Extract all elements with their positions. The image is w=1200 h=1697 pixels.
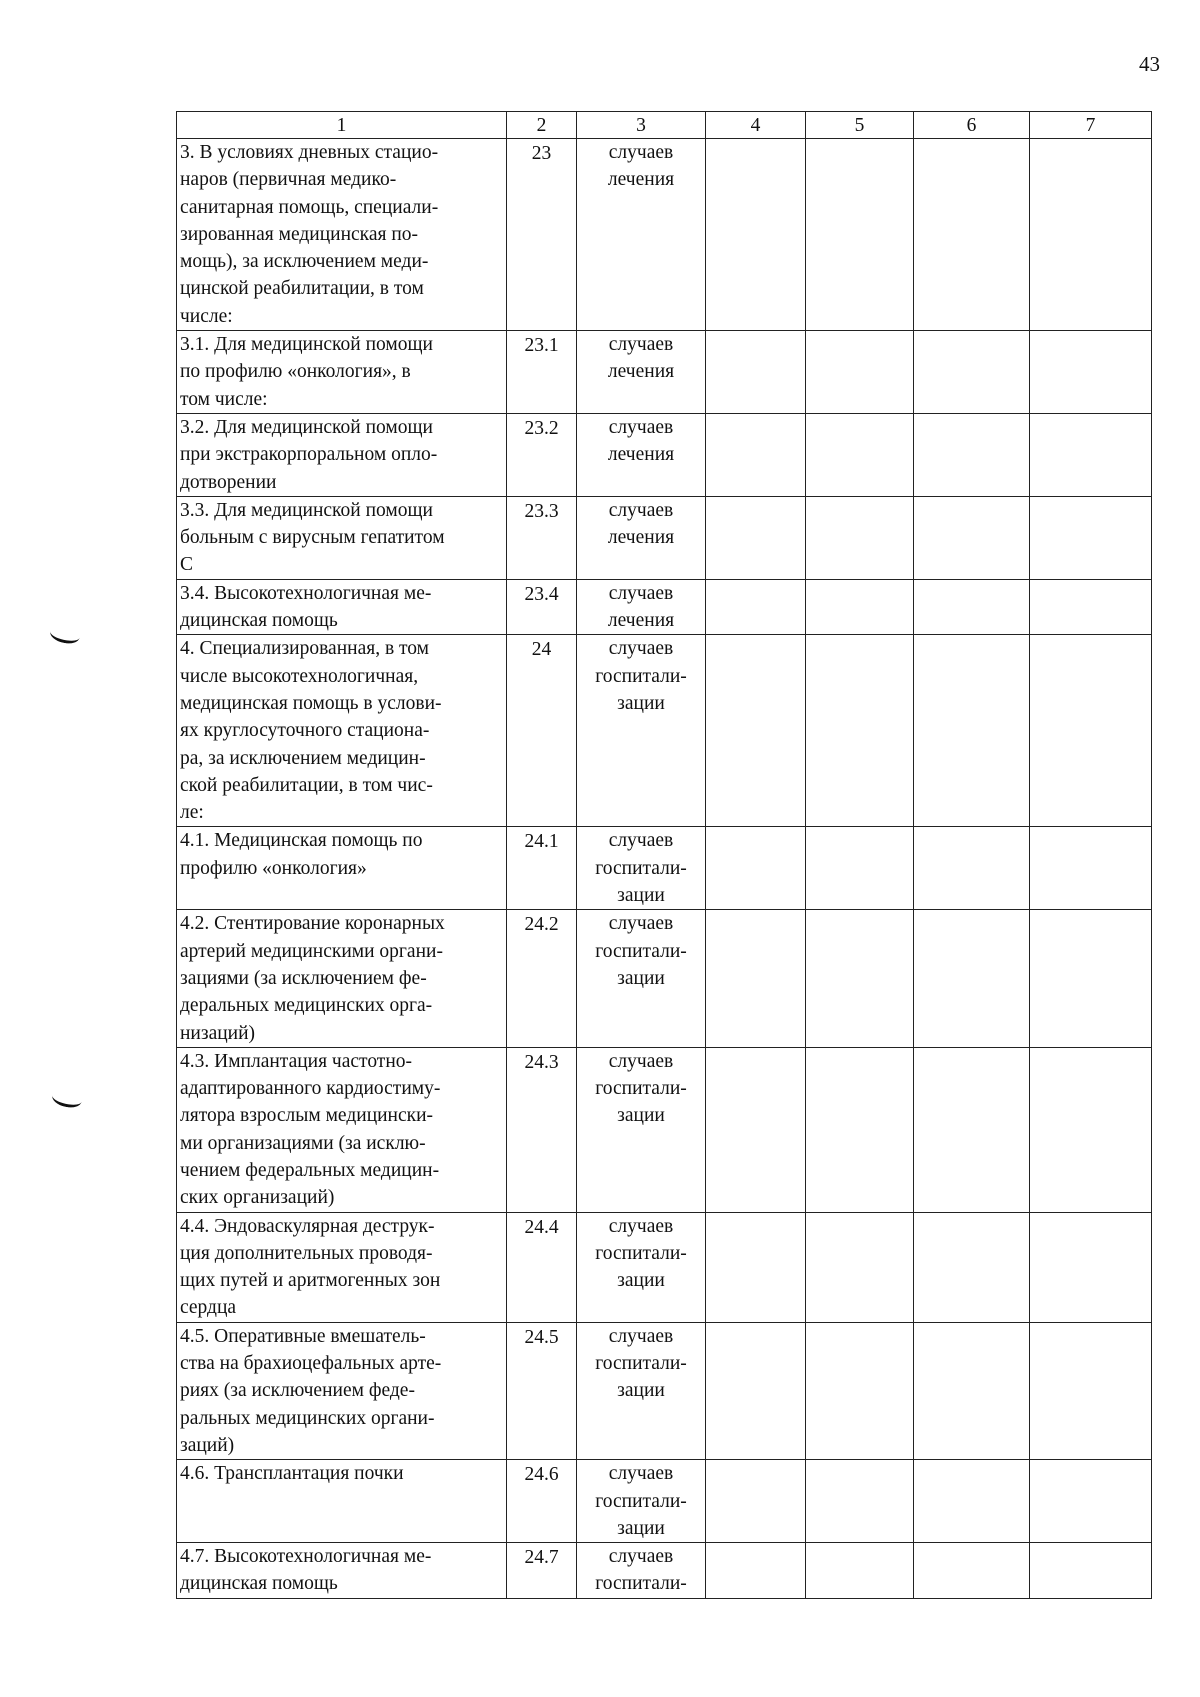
table-row: [177, 910, 1152, 1047]
table-row: [177, 1322, 1152, 1459]
row-code-cell: 23.1: [507, 331, 577, 414]
value-cell-7: [1030, 1460, 1152, 1543]
page-number: 43: [1139, 52, 1160, 76]
value-cell-7: [1030, 413, 1152, 496]
table-row: [177, 579, 1152, 635]
value-cell-6: [914, 413, 1030, 496]
value-cell-7: [1030, 1047, 1152, 1212]
column-header: 3: [577, 112, 706, 139]
value-cell-5: [806, 1212, 914, 1322]
value-cell-7: [1030, 1543, 1152, 1599]
indicator-name-cell: 4.2. Стентирование коронарных артерий медицинскими органи- зациями (за исключением фе- деральных медицинских орга- низаций): [177, 910, 507, 1047]
value-cell-4: [706, 1322, 806, 1459]
value-cell-7: [1030, 910, 1152, 1047]
unit-cell: случаев лечения: [577, 579, 706, 635]
table-row: [177, 496, 1152, 579]
unit-cell: случаев госпитали- зации: [577, 827, 706, 910]
column-header: 6: [914, 112, 1030, 139]
header-row: [177, 112, 1152, 139]
value-cell-7: [1030, 1212, 1152, 1322]
value-cell-5: [806, 1322, 914, 1459]
table-row: [177, 413, 1152, 496]
indicator-name-cell: 4.7. Высокотехнологичная ме- дицинская помощь: [177, 1543, 507, 1599]
value-cell-5: [806, 827, 914, 910]
unit-cell: случаев госпитали-: [577, 1543, 706, 1599]
value-cell-6: [914, 496, 1030, 579]
value-cell-4: [706, 1543, 806, 1599]
value-cell-5: [806, 1543, 914, 1599]
value-cell-6: [914, 1322, 1030, 1459]
value-cell-7: [1030, 496, 1152, 579]
value-cell-6: [914, 1460, 1030, 1543]
table-row: [177, 1543, 1152, 1599]
value-cell-5: [806, 139, 914, 331]
value-cell-4: [706, 1047, 806, 1212]
indicator-name-cell: 4. Специализированная, в том числе высокотехнологичная, медицинская помощь в услови- ях круглосуточного стациона- ра, за исключением медицин- ской реабилитации, в том чис- ле:: [177, 635, 507, 827]
indicator-name-cell: 4.3. Имплантация частотно- адаптированного кардиостиму- лятора взрослым медицински- ми организациями (за исклю- чением федеральных медицин- ских организаций): [177, 1047, 507, 1212]
value-cell-4: [706, 910, 806, 1047]
column-header: 5: [806, 112, 914, 139]
value-cell-7: [1030, 635, 1152, 827]
row-code-cell: 23.3: [507, 496, 577, 579]
table-row: [177, 139, 1152, 331]
table-row: [177, 827, 1152, 910]
value-cell-4: [706, 496, 806, 579]
unit-cell: случаев лечения: [577, 139, 706, 331]
indicator-name-cell: 4.1. Медицинская помощь по профилю «онкология»: [177, 827, 507, 910]
value-cell-5: [806, 496, 914, 579]
unit-cell: случаев госпитали- зации: [577, 1047, 706, 1212]
unit-cell: случаев госпитали- зации: [577, 1212, 706, 1322]
value-cell-4: [706, 1212, 806, 1322]
table-row: [177, 1212, 1152, 1322]
value-cell-5: [806, 413, 914, 496]
value-cell-5: [806, 910, 914, 1047]
indicator-name-cell: 3.3. Для медицинской помощи больным с вирусным гепатитом С: [177, 496, 507, 579]
indicator-name-cell: 3.1. Для медицинской помощи по профилю «онкология», в том числе:: [177, 331, 507, 414]
unit-cell: случаев лечения: [577, 413, 706, 496]
row-code-cell: 24.7: [507, 1543, 577, 1599]
value-cell-5: [806, 1047, 914, 1212]
column-header: 1: [177, 112, 507, 139]
value-cell-4: [706, 1460, 806, 1543]
unit-cell: случаев госпитали- зации: [577, 635, 706, 827]
value-cell-6: [914, 1212, 1030, 1322]
value-cell-4: [706, 413, 806, 496]
value-cell-7: [1030, 579, 1152, 635]
volume-table: [176, 111, 1152, 1599]
value-cell-7: [1030, 1322, 1152, 1459]
row-code-cell: 24.3: [507, 1047, 577, 1212]
row-code-cell: 24.6: [507, 1460, 577, 1543]
row-code-cell: 23: [507, 139, 577, 331]
table-row: [177, 1047, 1152, 1212]
row-code-cell: 24.2: [507, 910, 577, 1047]
unit-cell: случаев лечения: [577, 496, 706, 579]
value-cell-7: [1030, 827, 1152, 910]
table-row: [177, 1460, 1152, 1543]
value-cell-4: [706, 331, 806, 414]
value-cell-4: [706, 827, 806, 910]
table-body: [177, 139, 1152, 1599]
value-cell-6: [914, 910, 1030, 1047]
indicator-name-cell: 4.5. Оперативные вмешатель- ства на брахиоцефальных арте- риях (за исключением феде- ральных медицинских органи- заций): [177, 1322, 507, 1459]
value-cell-6: [914, 331, 1030, 414]
column-header: 7: [1030, 112, 1152, 139]
table-row: [177, 331, 1152, 414]
value-cell-7: [1030, 139, 1152, 331]
indicator-name-cell: 4.4. Эндоваскулярная деструк- ция дополнительных проводя- щих путей и аритмогенных зон сердца: [177, 1212, 507, 1322]
binding-hole-mark-bottom: [51, 1087, 84, 1110]
row-code-cell: 24: [507, 635, 577, 827]
unit-cell: случаев лечения: [577, 331, 706, 414]
row-code-cell: 23.2: [507, 413, 577, 496]
value-cell-4: [706, 139, 806, 331]
value-cell-5: [806, 579, 914, 635]
row-code-cell: 24.4: [507, 1212, 577, 1322]
row-code-cell: 24.1: [507, 827, 577, 910]
unit-cell: случаев госпитали- зации: [577, 1460, 706, 1543]
indicator-name-cell: 3.2. Для медицинской помощи при экстракорпоральном опло- дотворении: [177, 413, 507, 496]
value-cell-6: [914, 139, 1030, 331]
column-header: 4: [706, 112, 806, 139]
indicator-name-cell: 4.6. Трансплантация почки: [177, 1460, 507, 1543]
table-row: [177, 635, 1152, 827]
indicator-name-cell: 3.4. Высокотехнологичная ме- дицинская помощь: [177, 579, 507, 635]
value-cell-7: [1030, 331, 1152, 414]
unit-cell: случаев госпитали- зации: [577, 910, 706, 1047]
value-cell-6: [914, 579, 1030, 635]
value-cell-6: [914, 827, 1030, 910]
indicator-name-cell: 3. В условиях дневных стацио- наров (первичная медико- санитарная помощь, специали- зированная медицинская по- мощь), за исключением меди- цинской реабилитации, в том числе:: [177, 139, 507, 331]
row-code-cell: 23.4: [507, 579, 577, 635]
value-cell-6: [914, 1047, 1030, 1212]
value-cell-5: [806, 1460, 914, 1543]
binding-hole-mark-top: [49, 623, 82, 646]
value-cell-6: [914, 1543, 1030, 1599]
value-cell-5: [806, 635, 914, 827]
value-cell-6: [914, 635, 1030, 827]
column-header: 2: [507, 112, 577, 139]
unit-cell: случаев госпитали- зации: [577, 1322, 706, 1459]
value-cell-4: [706, 635, 806, 827]
row-code-cell: 24.5: [507, 1322, 577, 1459]
value-cell-5: [806, 331, 914, 414]
value-cell-4: [706, 579, 806, 635]
